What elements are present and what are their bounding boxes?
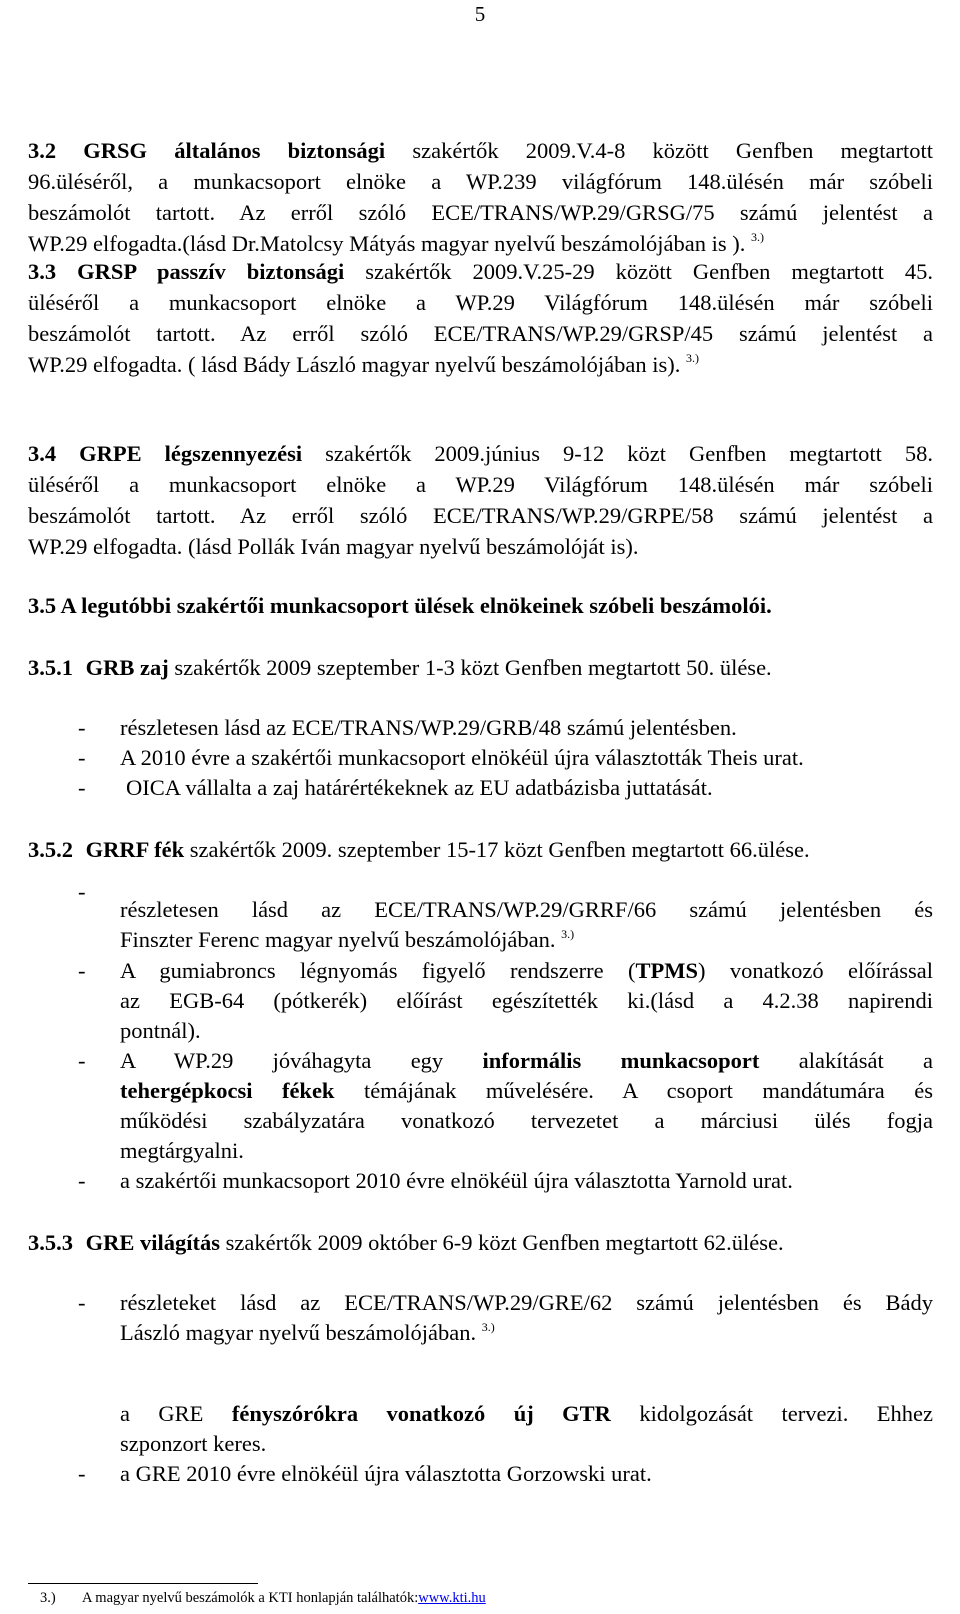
section-3-3: [28, 256, 933, 380]
section-3-2-line-2: 96.üléséről, a munkacsoport elnöke a WP.239 világfórum 148.ülésén már szóbeli: [28, 169, 933, 194]
section-3-5-heading: 3.5 A legutóbbi szakértői munkacsoport ülések elnökeinek szóbeli beszámolói.: [28, 593, 772, 618]
list-item: - OICA vállalta a zaj határértékeknek az EU adatbázisba juttatását.: [78, 775, 713, 800]
section-3-4-line-4: WP.29 elfogadta. (lásd Pollák Iván magyar nyelvű beszámolóját is).: [28, 534, 639, 559]
footnote-divider: [28, 1583, 258, 1584]
page-number: 5: [474, 2, 486, 26]
kti-link[interactable]: www.kti.hu: [418, 1590, 486, 1606]
footnote-ref: 3.): [481, 1320, 495, 1334]
footnote-ref: 3.): [685, 351, 699, 365]
list-item: - részletesen lásd az ECE/TRANS/WP.29/GRRF/66 számú jelentésben és Finszter Ferenc magyar nyelvű beszámolójában. $^{3.)}$: [78, 879, 933, 952]
section-3-4: [28, 438, 933, 562]
section-3-4-line-1: 3.4 GRPE légszennyezési szakértők 2009.június 9-12 közt Genfben megtartott 58.: [28, 441, 934, 466]
section-3-5-2-title: GRRF fék: [85, 837, 185, 862]
section-3-5-1-number: 3.5.1: [28, 655, 73, 680]
list-item: - részleteket lásd az ECE/TRANS/WP.29/GRE/62 számú jelentésben és Bády László magyar nyelvű beszámolójában. $^{3.)}$: [78, 1290, 933, 1345]
section-3-5-3-title: GRE világítás: [85, 1230, 221, 1255]
section-3-3-line-4: WP.29 elfogadta. ( lásd Bády László magyar nyelvű beszámolójában is). $^{3.)}$: [28, 351, 699, 377]
section-3-2-number: 3.2: [28, 138, 57, 163]
footnote-text: A magyar nyelvű beszámolók a KTI honlapján találhatók:: [82, 1590, 419, 1606]
footnote-ref: 3.): [561, 927, 575, 941]
section-3-3-line-3: beszámolót tartott. Az erről szóló ECE/TRANS/WP.29/GRSP/45 számú jelentést a: [28, 321, 933, 346]
footnote-number: 3.): [40, 1590, 56, 1606]
section-3-3-number: 3.3: [28, 259, 57, 284]
footnote: [40, 1590, 486, 1607]
footnote-ref: 3.): [750, 230, 764, 244]
section-3-5-1-title: GRB zaj: [85, 655, 169, 680]
section-3-4-number: 3.4: [28, 441, 57, 466]
section-3-4-line-2: üléséről a munkacsoport elnöke a WP.29 Világfórum 148.ülésén már szóbeli: [28, 472, 933, 497]
section-3-4-line-3: beszámolót tartott. Az erről szóló ECE/TRANS/WP.29/GRPE/58 számú jelentést a: [28, 503, 933, 528]
section-3-3-line-2: üléséről a munkacsoport elnöke a WP.29 Világfórum 148.ülésén már szóbeli: [28, 290, 933, 315]
section-3-5-3-heading: 3.5.3 GRE világítás szakértők 2009 október 6-9 közt Genfben megtartott 62.ülése.: [28, 1227, 784, 1258]
list-item: a GRE fényszórókra vonatkozó új GTR kidolgozását tervezi. Ehhez szponzort keres.: [120, 1401, 933, 1456]
section-3-5-1-heading: 3.5.1 GRB zaj szakértők 2009 szeptember 1-3 közt Genfben megtartott 50. ülése.: [28, 652, 772, 683]
list-item: - részletesen lásd az ECE/TRANS/WP.29/GRB/48 számú jelentésben.: [78, 715, 737, 740]
list-item: - a szakértői munkacsoport 2010 évre elnökéül újra választotta Yarnold urat.: [78, 1168, 793, 1193]
list-item: - A gumiabroncs légnyomás figyelő rendszerre (TPMS) vonatkozó előírással az EGB-64 (pótkerék) előírást egészítették ki.(lásd a 4.2.38 napirendi pontnál).: [78, 958, 933, 1043]
section-3-5-2-heading: 3.5.2 GRRF fék szakértők 2009. szeptember 15-17 közt Genfben megtartott 66.ülése.: [28, 834, 810, 865]
section-3-2-title: GRSG általános biztonsági: [83, 138, 386, 163]
list-item: - A 2010 évre a szakértői munkacsoport elnökéül újra választották Theis urat.: [78, 745, 804, 770]
section-3-3-title: GRSP passzív biztonsági: [77, 259, 345, 284]
section-3-2-line-1: 3.2 GRSG általános biztonsági szakértők 2009.V.4-8 között Genfben megtartott: [28, 138, 934, 163]
list-item: - A WP.29 jóváhagyta egy informális munkacsoport alakítását a tehergépkocsi fékek témájának művelésére. A csoport mandátumára és működési szabályzatára vonatkozó tervezetet a márciusi ülés fogja megtárgyalni.: [78, 1048, 934, 1163]
section-3-5-3-number: 3.5.3: [28, 1230, 73, 1255]
section-3-2-line-4: WP.29 elfogadta.(lásd Dr.Matolcsy Mátyás magyar nyelvű beszámolójában is ). $^{3.)}$: [28, 230, 764, 256]
section-3-4-title: GRPE légszennyezési: [79, 441, 303, 466]
section-3-2-line-3: beszámolót tartott. Az erről szóló ECE/TRANS/WP.29/GRSG/75 számú jelentést a: [28, 200, 933, 225]
section-3-2: [28, 135, 933, 259]
section-3-3-line-1: 3.3 GRSP passzív biztonsági szakértők 2009.V.25-29 között Genfben megtartott 45.: [28, 259, 934, 284]
section-3-5-2-number: 3.5.2: [28, 837, 73, 862]
list-item: - a GRE 2010 évre elnökéül újra választotta Gorzowski urat.: [78, 1461, 652, 1486]
